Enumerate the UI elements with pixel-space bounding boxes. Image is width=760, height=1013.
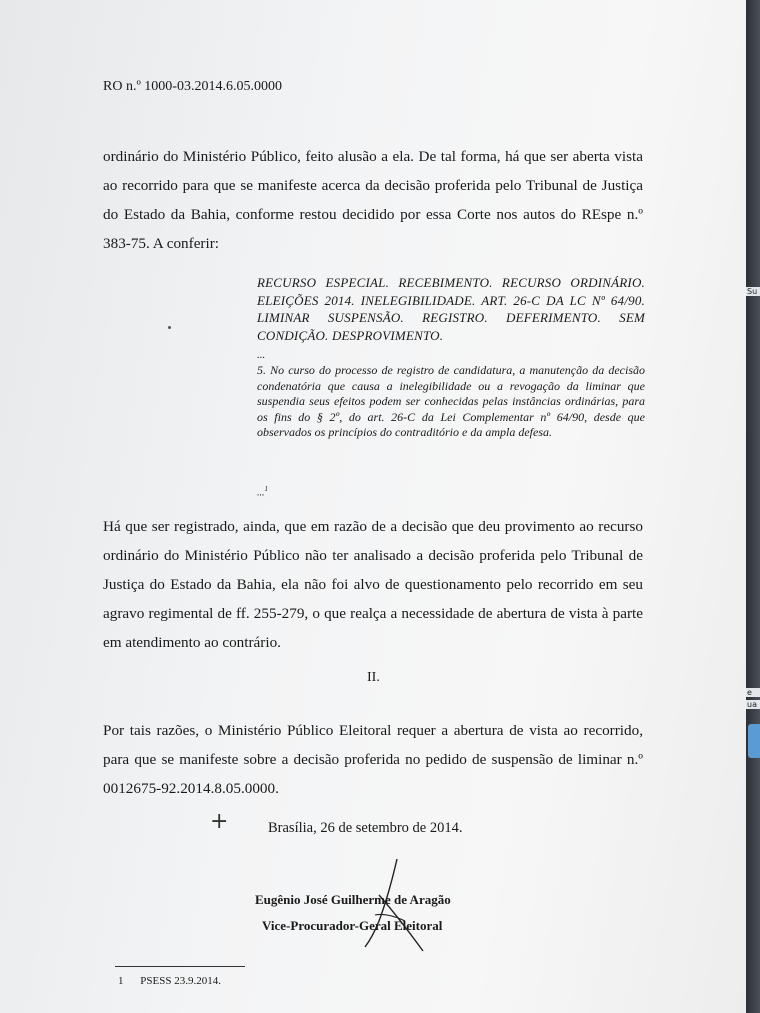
footnote-text: PSESS 23.9.2014. bbox=[140, 975, 221, 987]
edge-blue-element bbox=[748, 724, 760, 758]
quote-ellipsis-start: ... bbox=[257, 349, 266, 361]
edge-tab-2: e bbox=[746, 688, 760, 697]
crosshair-mark-icon: + bbox=[210, 809, 229, 834]
case-reference: RO n.º 1000-03.2014.6.05.0000 bbox=[103, 79, 282, 94]
signatory-name: Eugênio José Guilherme de Aragão bbox=[255, 892, 451, 907]
edge-tab-1: Su bbox=[746, 287, 760, 296]
speck-mark bbox=[168, 326, 171, 329]
paragraph-1: ordinário do Ministério Público, feito alusão a ela. De tal forma, há que ser aberta vista ao recorrido para que se manifeste acerca da decisão proferida pelo Tribunal de Justiça do Estado da Bahia, conforme restou decidido por essa Corte nos autos do REspe n.º 383-75. A conferir: bbox=[103, 148, 643, 252]
paragraph-3: Por tais razões, o Ministério Público Eleitoral requer a abertura de vista ao recorrido, para que se manifeste sobre a decisão proferida no pedido de suspensão de liminar n.º 0012675-92.2014.8.05.0000. bbox=[103, 722, 643, 797]
place-date: Brasília, 26 de setembro de 2014. bbox=[268, 820, 463, 836]
quote-body: 5. No curso do processo de registro de candidatura, a manutenção da decisão condenatória que causa a inelegibilidade ou a revogação da liminar que suspendia seus efeitos podem ser conhecidas pelas instâncias ordinárias, para os fins do § 2º, do art. 26-C da Lei Complementar nº 64/90, desde que observados os princípios do contraditório e da ampla defesa. bbox=[257, 363, 645, 440]
footnote-number: 1 bbox=[118, 975, 124, 987]
paragraph-2: Há que ser registrado, ainda, que em razão de a decisão que deu provimento ao recurso ordinário do Ministério Público não ter analisado a decisão proferida pelo Tribunal de Justiça do Estado da Bahia, ela não foi alvo de questionamento pelo recorrido em seu agravo regimental de ff. 255-279, o que realça a necessidade de abertura de vista à parte em atendimento ao contrário. bbox=[103, 518, 643, 651]
footnote-divider bbox=[115, 966, 245, 967]
signatory-title: Vice-Procurador-Geral Eleitoral bbox=[262, 918, 443, 933]
quote-heading: RECURSO ESPECIAL. RECEBIMENTO. RECURSO ORDINÁRIO. ELEIÇÕES 2014. INELEGIBILIDADE. ART. 26-C DA LC Nº 64/90. LIMINAR SUSPENSÃO. REGISTRO. DEFERIMENTO. SEM CONDIÇÃO. DESPROVIMENTO. bbox=[257, 275, 645, 343]
footnote bbox=[118, 975, 221, 987]
quote-ellipsis-text: ... bbox=[257, 487, 265, 499]
adjacent-window-edge bbox=[746, 0, 760, 1013]
quote-footnote-ref: 1 bbox=[264, 485, 268, 493]
section-number: II. bbox=[367, 670, 380, 685]
edge-tab-3: ua bbox=[746, 700, 760, 709]
quote-ellipsis-end bbox=[257, 484, 645, 498]
